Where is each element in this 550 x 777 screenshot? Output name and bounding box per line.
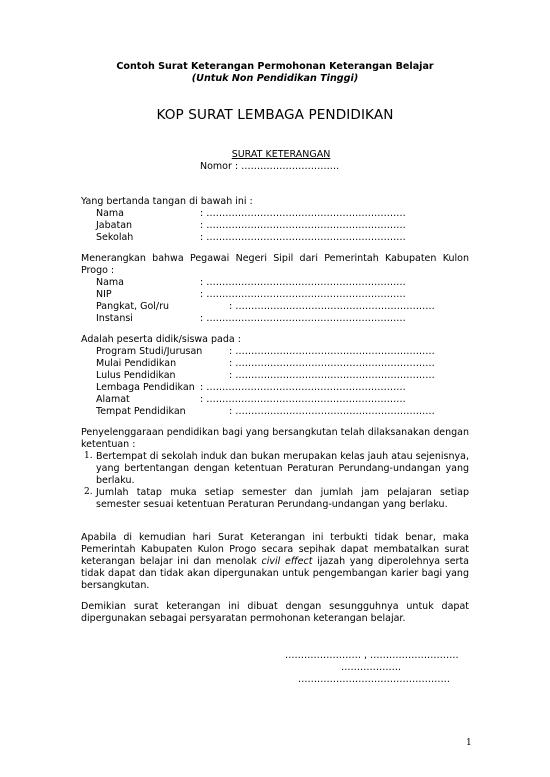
employee-rank-label: Pangkat, Gol/ru (96, 301, 170, 312)
student-institution-label: Lembaga Pendidikan (96, 382, 195, 393)
student-program-label: Program Studi/Jurusan (96, 346, 203, 357)
condition-2-number: 2. (84, 487, 93, 497)
signature-name: ………………………………………… (298, 674, 450, 685)
signer-position-value: : ……………………………………………………… (200, 220, 406, 231)
signer-school-value: : ……………………………………………………… (200, 232, 406, 243)
document-header-line2: (Untuk Non Pendidikan Tinggi) (191, 73, 359, 84)
civil-effect-term: civil effect (261, 556, 313, 567)
condition-1-number: 1. (84, 451, 93, 461)
employee-name-value: : ……………………………………………………… (200, 277, 406, 288)
student-address-value: : ……………………………………………………… (200, 394, 406, 405)
signature-place-date: …………………… , ………………………. (285, 650, 459, 661)
employee-rank-value: : ……………………………………………………… (229, 301, 435, 312)
student-start-label: Mulai Pendidikan (96, 358, 177, 369)
student-program-value: : ……………………………………………………… (229, 346, 435, 357)
student-place-value: : ……………………………………………………… (229, 406, 435, 417)
kop-surat-heading: KOP SURAT LEMBAGA PENDIDIKAN (156, 107, 394, 123)
employee-nip-label: NIP (96, 289, 112, 300)
signer-name-label: Nama (96, 208, 125, 219)
signature-position: ………………. (341, 662, 402, 673)
employee-name-label: Nama (96, 277, 125, 288)
annulment-text-before: Apabila di kemudian hari Surat Keterangan ini terbukti tidak benar, maka Pemerintah Kabupaten Kulon Progo secara sepihak dapat membatalkan surat keterangan belajar ini dan menolak (81, 532, 469, 567)
condition-2-text: Jumlah tatap muka setiap semester dan jumlah jam pelajaran setiap semester sesuai ketentuan Peraturan Perundang-undangan yang berlaku. (96, 487, 469, 510)
annulment-paragraph (81, 532, 469, 592)
signer-school-label: Sekolah (96, 232, 134, 243)
document-header-line1: Contoh Surat Keterangan Permohonan Keterangan Belajar (116, 61, 434, 72)
page-number: 1 (466, 738, 472, 748)
signer-intro: Yang bertanda tangan di bawah ini : (81, 196, 253, 207)
letter-number: Nomor : …………………………. (200, 161, 340, 172)
employee-agency-value: : ……………………………………………………… (200, 313, 406, 324)
student-start-value: : ……………………………………………………… (229, 358, 435, 369)
closing-paragraph: Demikian surat keterangan ini dibuat dengan sesungguhnya untuk dapat dipergunakan sebagai persyaratan permohonan keterangan belajar. (81, 601, 469, 624)
employee-nip-value: : ……………………………………………………… (200, 289, 406, 300)
employee-intro-line2: Progo : (81, 265, 115, 276)
conditions-intro: Penyelenggaraan pendidikan bagi yang bersangkutan telah dilaksanakan dengan ketentuan : (81, 427, 469, 450)
condition-1-text: Bertempat di sekolah induk dan bukan merupakan kelas jauh atau sejenisnya, yang bertentangan dengan ketentuan Peraturan Perundang-undangan yang berlaku. (96, 451, 469, 486)
student-institution-value: : ……………………………………………………… (200, 382, 406, 393)
annulment-text-after: ijazah yang diperolehnya serta tidak dapat dan tidak akan dipergunakan untuk pengembangan karier bagi yang bersangkutan. (81, 556, 469, 591)
student-address-label: Alamat (96, 394, 130, 405)
student-end-value: : ……………………………………………………… (229, 370, 435, 381)
employee-agency-label: Instansi (96, 313, 133, 324)
employee-intro-line1: Menerangkan bahwa Pegawai Negeri Sipil dari Pemerintah Kabupaten Kulon (81, 253, 469, 264)
student-intro: Adalah peserta didik/siswa pada : (81, 334, 241, 345)
letter-title: SURAT KETERANGAN (231, 149, 331, 160)
student-end-label: Lulus Pendidikan (96, 370, 176, 381)
signer-name-value: : ……………………………………………………… (200, 208, 406, 219)
student-place-label: Tempat Pendidikan (96, 406, 186, 417)
signer-position-label: Jabatan (96, 220, 133, 231)
